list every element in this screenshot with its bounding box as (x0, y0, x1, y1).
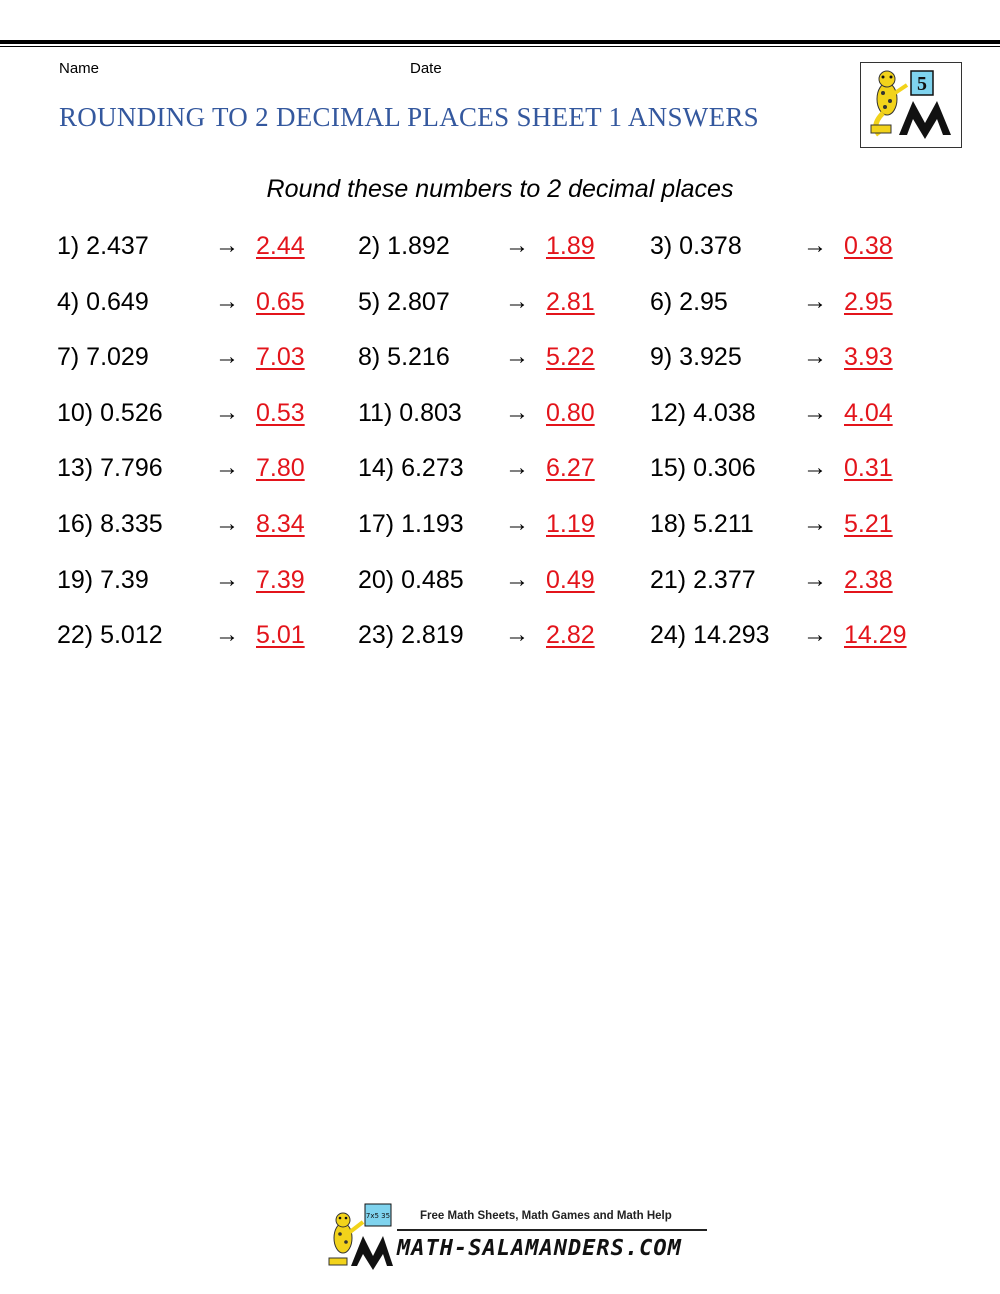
salamander-logo-icon (861, 63, 961, 147)
problem-question: 11) 0.803 (358, 399, 462, 427)
problem-question: 16) 8.335 (57, 510, 163, 538)
problem-question: 14) 6.273 (358, 454, 464, 482)
problem-answer: 6.27 (546, 454, 595, 482)
problem-answer: 1.89 (546, 232, 595, 260)
arrow-icon: → (505, 566, 529, 593)
arrow-icon: → (505, 510, 529, 537)
top-rule-thin (0, 46, 1000, 47)
problem-answer: 0.38 (844, 232, 893, 260)
problem-answer: 0.65 (256, 288, 305, 316)
problem-row (0, 343, 1000, 383)
footer-salamander-icon (325, 1200, 395, 1272)
problem-answer: 14.29 (844, 621, 907, 649)
problem-answer: 0.31 (844, 454, 893, 482)
problem-answer: 7.39 (256, 566, 305, 594)
problem-answer: 0.53 (256, 399, 305, 427)
problem-row (0, 566, 1000, 606)
problem-question: 6) 2.95 (650, 288, 728, 316)
problem-row (0, 288, 1000, 328)
problem-question: 7) 7.029 (57, 343, 149, 371)
problem-answer: 8.34 (256, 510, 305, 538)
arrow-icon: → (215, 343, 239, 370)
arrow-icon: → (505, 343, 529, 370)
problem-answer: 2.81 (546, 288, 595, 316)
arrow-icon: → (215, 454, 239, 481)
problem-question: 9) 3.925 (650, 343, 742, 371)
problem-answer: 0.80 (546, 399, 595, 427)
arrow-icon: → (803, 232, 827, 259)
arrow-icon: → (803, 454, 827, 481)
problem-answer: 2.82 (546, 621, 595, 649)
problem-question: 15) 0.306 (650, 454, 756, 482)
problem-question: 3) 0.378 (650, 232, 742, 260)
problem-row (0, 621, 1000, 661)
arrow-icon: → (215, 232, 239, 259)
arrow-icon: → (215, 288, 239, 315)
arrow-icon: → (505, 454, 529, 481)
footer-tagline: Free Math Sheets, Math Games and Math Help (420, 1210, 672, 1222)
problem-question: 24) 14.293 (650, 621, 770, 649)
problem-question: 2) 1.892 (358, 232, 450, 260)
problem-question: 23) 2.819 (358, 621, 464, 649)
problem-question: 8) 5.216 (358, 343, 450, 371)
problem-row (0, 232, 1000, 272)
footer-logo (325, 1200, 715, 1272)
problem-row (0, 510, 1000, 550)
problem-answer: 7.80 (256, 454, 305, 482)
arrow-icon: → (215, 566, 239, 593)
arrow-icon: → (803, 510, 827, 537)
problem-answer: 0.49 (546, 566, 595, 594)
arrow-icon: → (505, 399, 529, 426)
problem-answer: 1.19 (546, 510, 595, 538)
problem-row (0, 399, 1000, 439)
arrow-icon: → (803, 399, 827, 426)
date-label: Date (410, 60, 442, 77)
problem-answer: 2.95 (844, 288, 893, 316)
footer-divider (397, 1229, 707, 1231)
name-label: Name (59, 60, 100, 77)
problem-answer: 5.22 (546, 343, 595, 371)
problem-answer: 4.04 (844, 399, 893, 427)
arrow-icon: → (215, 510, 239, 537)
arrow-icon: → (215, 399, 239, 426)
problem-question: 13) 7.796 (57, 454, 163, 482)
arrow-icon: → (803, 621, 827, 648)
problem-question: 10) 0.526 (57, 399, 163, 427)
grade-number: 5 (917, 73, 927, 95)
problem-answer: 3.93 (844, 343, 893, 371)
problem-question: 19) 7.39 (57, 566, 149, 594)
grade-logo (860, 62, 962, 148)
problem-question: 1) 2.437 (57, 232, 149, 260)
arrow-icon: → (803, 343, 827, 370)
page-title: ROUNDING TO 2 DECIMAL PLACES SHEET 1 ANSWERS (59, 102, 759, 132)
top-rule (0, 40, 1000, 44)
arrow-icon: → (505, 232, 529, 259)
arrow-icon: → (803, 288, 827, 315)
problem-row (0, 454, 1000, 494)
arrow-icon: → (215, 621, 239, 648)
problem-question: 21) 2.377 (650, 566, 756, 594)
problem-answer: 2.38 (844, 566, 893, 594)
problem-question: 4) 0.649 (57, 288, 149, 316)
problem-answer: 5.21 (844, 510, 893, 538)
footer-site-link[interactable]: MATH-SALAMANDERS.COM (397, 1236, 682, 1261)
problem-question: 20) 0.485 (358, 566, 464, 594)
problem-answer: 7.03 (256, 343, 305, 371)
arrow-icon: → (505, 621, 529, 648)
problem-question: 5) 2.807 (358, 288, 450, 316)
footer-badge-text: 7x5 35 (365, 1212, 391, 1220)
problem-question: 18) 5.211 (650, 510, 754, 538)
problem-question: 22) 5.012 (57, 621, 163, 649)
arrow-icon: → (803, 566, 827, 593)
problem-question: 12) 4.038 (650, 399, 756, 427)
problem-question: 17) 1.193 (358, 510, 464, 538)
problem-answer: 2.44 (256, 232, 305, 260)
problem-answer: 5.01 (256, 621, 305, 649)
instruction-text: Round these numbers to 2 decimal places (266, 175, 734, 203)
arrow-icon: → (505, 288, 529, 315)
